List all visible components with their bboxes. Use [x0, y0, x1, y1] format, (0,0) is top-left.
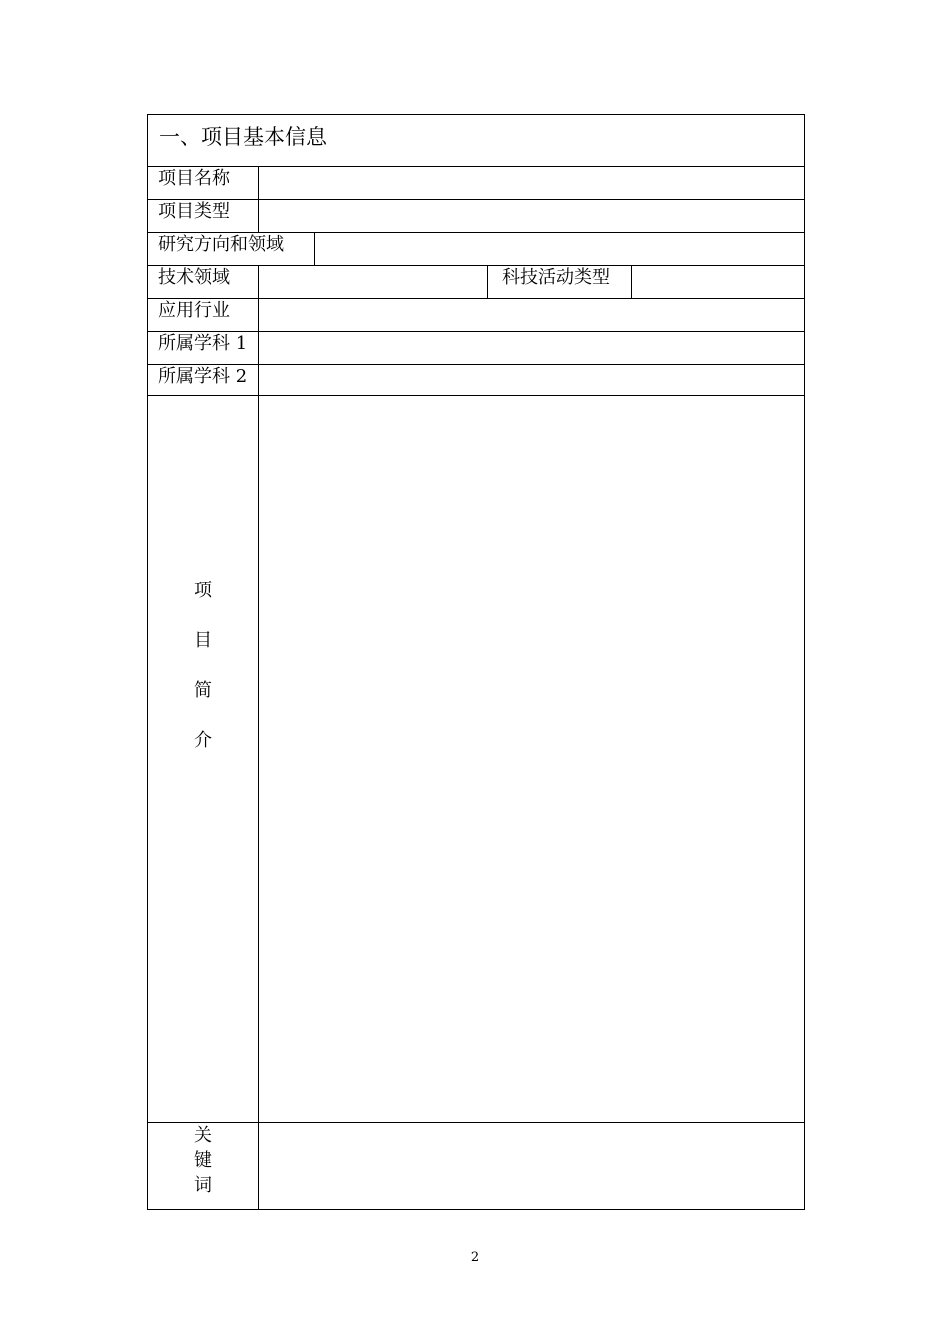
discipline-2-field[interactable] — [259, 365, 804, 395]
research-direction-label: 研究方向和领域 — [148, 233, 315, 265]
keywords-field[interactable] — [259, 1123, 804, 1209]
project-info-form — [147, 114, 805, 1210]
discipline-2-label: 所属学科 2 — [148, 365, 259, 395]
summary-label-char: 目 — [194, 630, 212, 651]
industry-label: 应用行业 — [148, 299, 259, 331]
keywords-label-char: 关 — [194, 1125, 212, 1146]
section-title: 一、项目基本信息 — [159, 125, 327, 149]
tech-field-field[interactable] — [259, 266, 488, 298]
summary-field[interactable] — [259, 396, 804, 1122]
summary-label-char: 简 — [194, 680, 212, 701]
discipline-1-field[interactable] — [259, 332, 804, 364]
keywords-label-char: 键 — [194, 1150, 212, 1171]
discipline-1-row — [148, 332, 804, 365]
project-name-field[interactable] — [259, 167, 804, 199]
project-name-row — [148, 167, 804, 200]
project-type-field[interactable] — [259, 200, 804, 232]
summary-label-char: 项 — [194, 580, 212, 601]
research-direction-row — [148, 233, 804, 266]
summary-label-char: 介 — [194, 730, 212, 751]
activity-type-label: 科技活动类型 — [488, 266, 632, 298]
industry-row — [148, 299, 804, 332]
summary-row — [148, 396, 804, 1123]
activity-type-field[interactable] — [632, 266, 804, 298]
page-number: 2 — [470, 1250, 480, 1265]
summary-label — [148, 396, 259, 1122]
keywords-label-text — [148, 1123, 258, 1198]
project-name-label: 项目名称 — [148, 167, 259, 199]
industry-field[interactable] — [259, 299, 804, 331]
project-type-label: 项目类型 — [148, 200, 259, 232]
research-direction-field[interactable] — [315, 233, 804, 265]
keywords-label-char: 词 — [194, 1175, 212, 1196]
tech-field-label: 技术领域 — [148, 266, 259, 298]
discipline-2-row — [148, 365, 804, 396]
discipline-1-label: 所属学科 1 — [148, 332, 259, 364]
keywords-label — [148, 1123, 259, 1209]
tech-field-row — [148, 266, 804, 299]
section-header-row — [148, 115, 804, 167]
keywords-row — [148, 1123, 804, 1209]
summary-label-text — [148, 566, 258, 766]
project-type-row — [148, 200, 804, 233]
